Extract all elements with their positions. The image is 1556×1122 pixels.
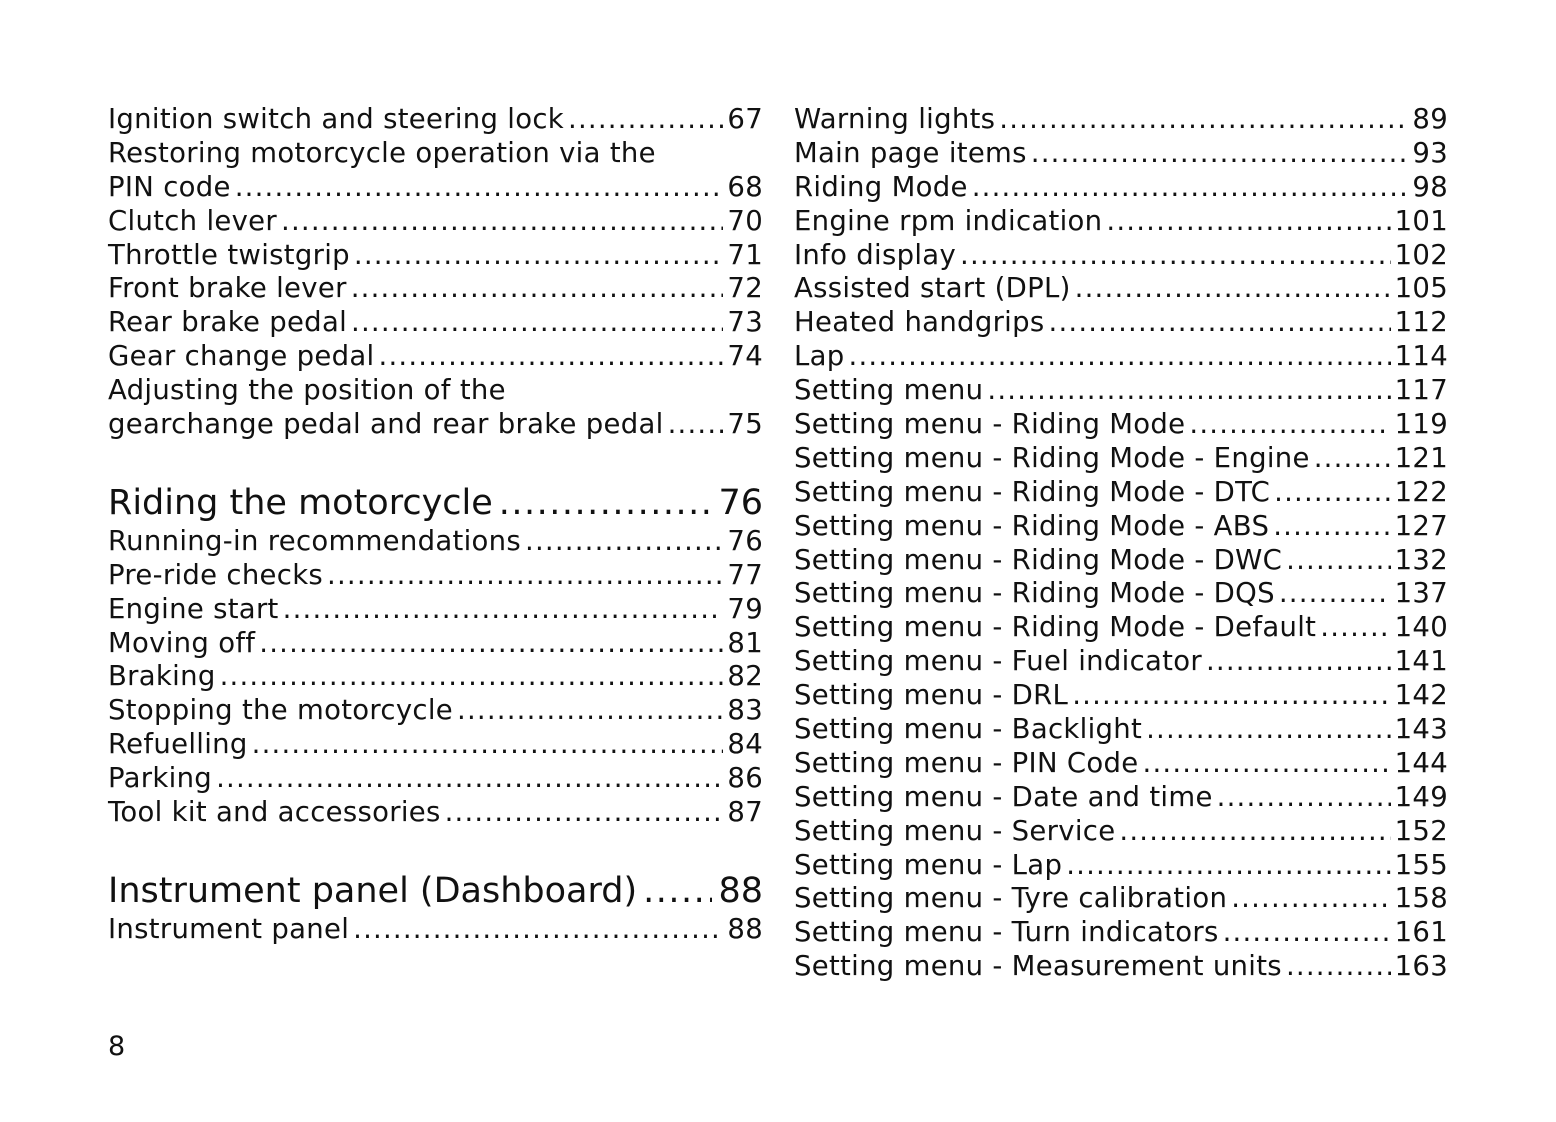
toc-entry[interactable]: Ignition switch and steering lock ..... 67 [108, 103, 763, 137]
toc-entry[interactable]: Front brake lever ..... 72 [108, 272, 763, 306]
toc-entry[interactable]: Setting menu - Backlight ..... 143 [794, 713, 1448, 747]
toc-entry[interactable]: Lap ..... 114 [794, 340, 1448, 374]
toc-entry[interactable]: Parking ..... 86 [108, 762, 763, 796]
toc-entry[interactable]: Heated handgrips ..... 112 [794, 306, 1448, 340]
toc-entry[interactable]: Braking ..... 82 [108, 660, 763, 694]
toc-entry-first-line[interactable]: Adjusting the position of the [108, 374, 506, 407]
toc-entry[interactable]: Engine rpm indication ..... 101 [794, 205, 1448, 239]
toc-entry[interactable]: Riding Mode ..... 98 [794, 171, 1448, 205]
toc-entry[interactable]: Pre-ride checks ..... 77 [108, 559, 763, 593]
toc-entry[interactable]: Setting menu - Lap ..... 155 [794, 849, 1448, 883]
toc-entry[interactable]: PIN code ..... 68 [108, 171, 763, 205]
toc-entry[interactable]: Warning lights ..... 89 [794, 103, 1448, 137]
toc-entry[interactable]: Main page items ..... 93 [794, 137, 1448, 171]
toc-entry[interactable]: Running-in recommendations ..... 76 [108, 525, 763, 559]
toc-entry[interactable]: gearchange pedal and rear brake pedal ..... 75 [108, 408, 763, 442]
toc-entry[interactable]: Gear change pedal ..... 74 [108, 340, 763, 374]
toc-entry[interactable]: Setting menu - Riding Mode - Default ..... 140 [794, 611, 1448, 645]
toc-entry[interactable]: Setting menu - Service ..... 152 [794, 815, 1448, 849]
toc-entry[interactable]: Setting menu - Riding Mode - Engine ..... 121 [794, 442, 1448, 476]
toc-entry[interactable]: Engine start ..... 79 [108, 593, 763, 627]
toc-right-column [794, 103, 1448, 984]
toc-entry[interactable]: Throttle twistgrip ..... 71 [108, 239, 763, 273]
toc-entry[interactable]: Rear brake pedal ..... 73 [108, 306, 763, 340]
toc-entry[interactable]: Tool kit and accessories ..... 87 [108, 796, 763, 830]
toc-entry[interactable]: Setting menu - PIN Code ..... 144 [794, 747, 1448, 781]
section-heading-riding[interactable]: Riding the motorcycle ..... 76 [108, 481, 763, 525]
toc-entry[interactable]: Refuelling ..... 84 [108, 728, 763, 762]
toc-entry[interactable]: Setting menu - Riding Mode - ABS ..... 127 [794, 510, 1448, 544]
toc-entry[interactable]: Clutch lever ..... 70 [108, 205, 763, 239]
toc-entry[interactable]: Setting menu - Tyre calibration ..... 158 [794, 882, 1448, 916]
toc-entry[interactable]: Info display ..... 102 [794, 239, 1448, 273]
toc-entry[interactable]: Setting menu - Turn indicators ..... 161 [794, 916, 1448, 950]
toc-entry[interactable]: Setting menu - Fuel indicator ..... 141 [794, 645, 1448, 679]
toc-entry[interactable]: Moving off ..... 81 [108, 627, 763, 661]
toc-entry[interactable]: Setting menu ..... 117 [794, 374, 1448, 408]
section-heading-instrument[interactable]: Instrument panel (Dashboard) ..... 88 [108, 869, 763, 913]
toc-entry[interactable]: Stopping the motorcycle ..... 83 [108, 694, 763, 728]
toc-entry[interactable]: Setting menu - Riding Mode - DTC ..... 122 [794, 476, 1448, 510]
toc-entry[interactable]: Setting menu - DRL ..... 142 [794, 679, 1448, 713]
toc-entry[interactable]: Instrument panel ..... 88 [108, 913, 763, 947]
toc-entry[interactable]: Assisted start (DPL) ..... 105 [794, 272, 1448, 306]
toc-left-column [108, 103, 763, 947]
toc-entry[interactable]: Setting menu - Measurement units ..... 163 [794, 950, 1448, 984]
toc-entry[interactable]: Setting menu - Date and time ..... 149 [794, 781, 1448, 815]
toc-entry[interactable]: Setting menu - Riding Mode - DWC ..... 132 [794, 544, 1448, 578]
page-number: 8 [108, 1031, 126, 1062]
toc-entry[interactable]: Setting menu - Riding Mode ..... 119 [794, 408, 1448, 442]
toc-entry[interactable]: Setting menu - Riding Mode - DQS ..... 137 [794, 577, 1448, 611]
toc-entry-first-line[interactable]: Restoring motorcycle operation via the [108, 136, 656, 169]
